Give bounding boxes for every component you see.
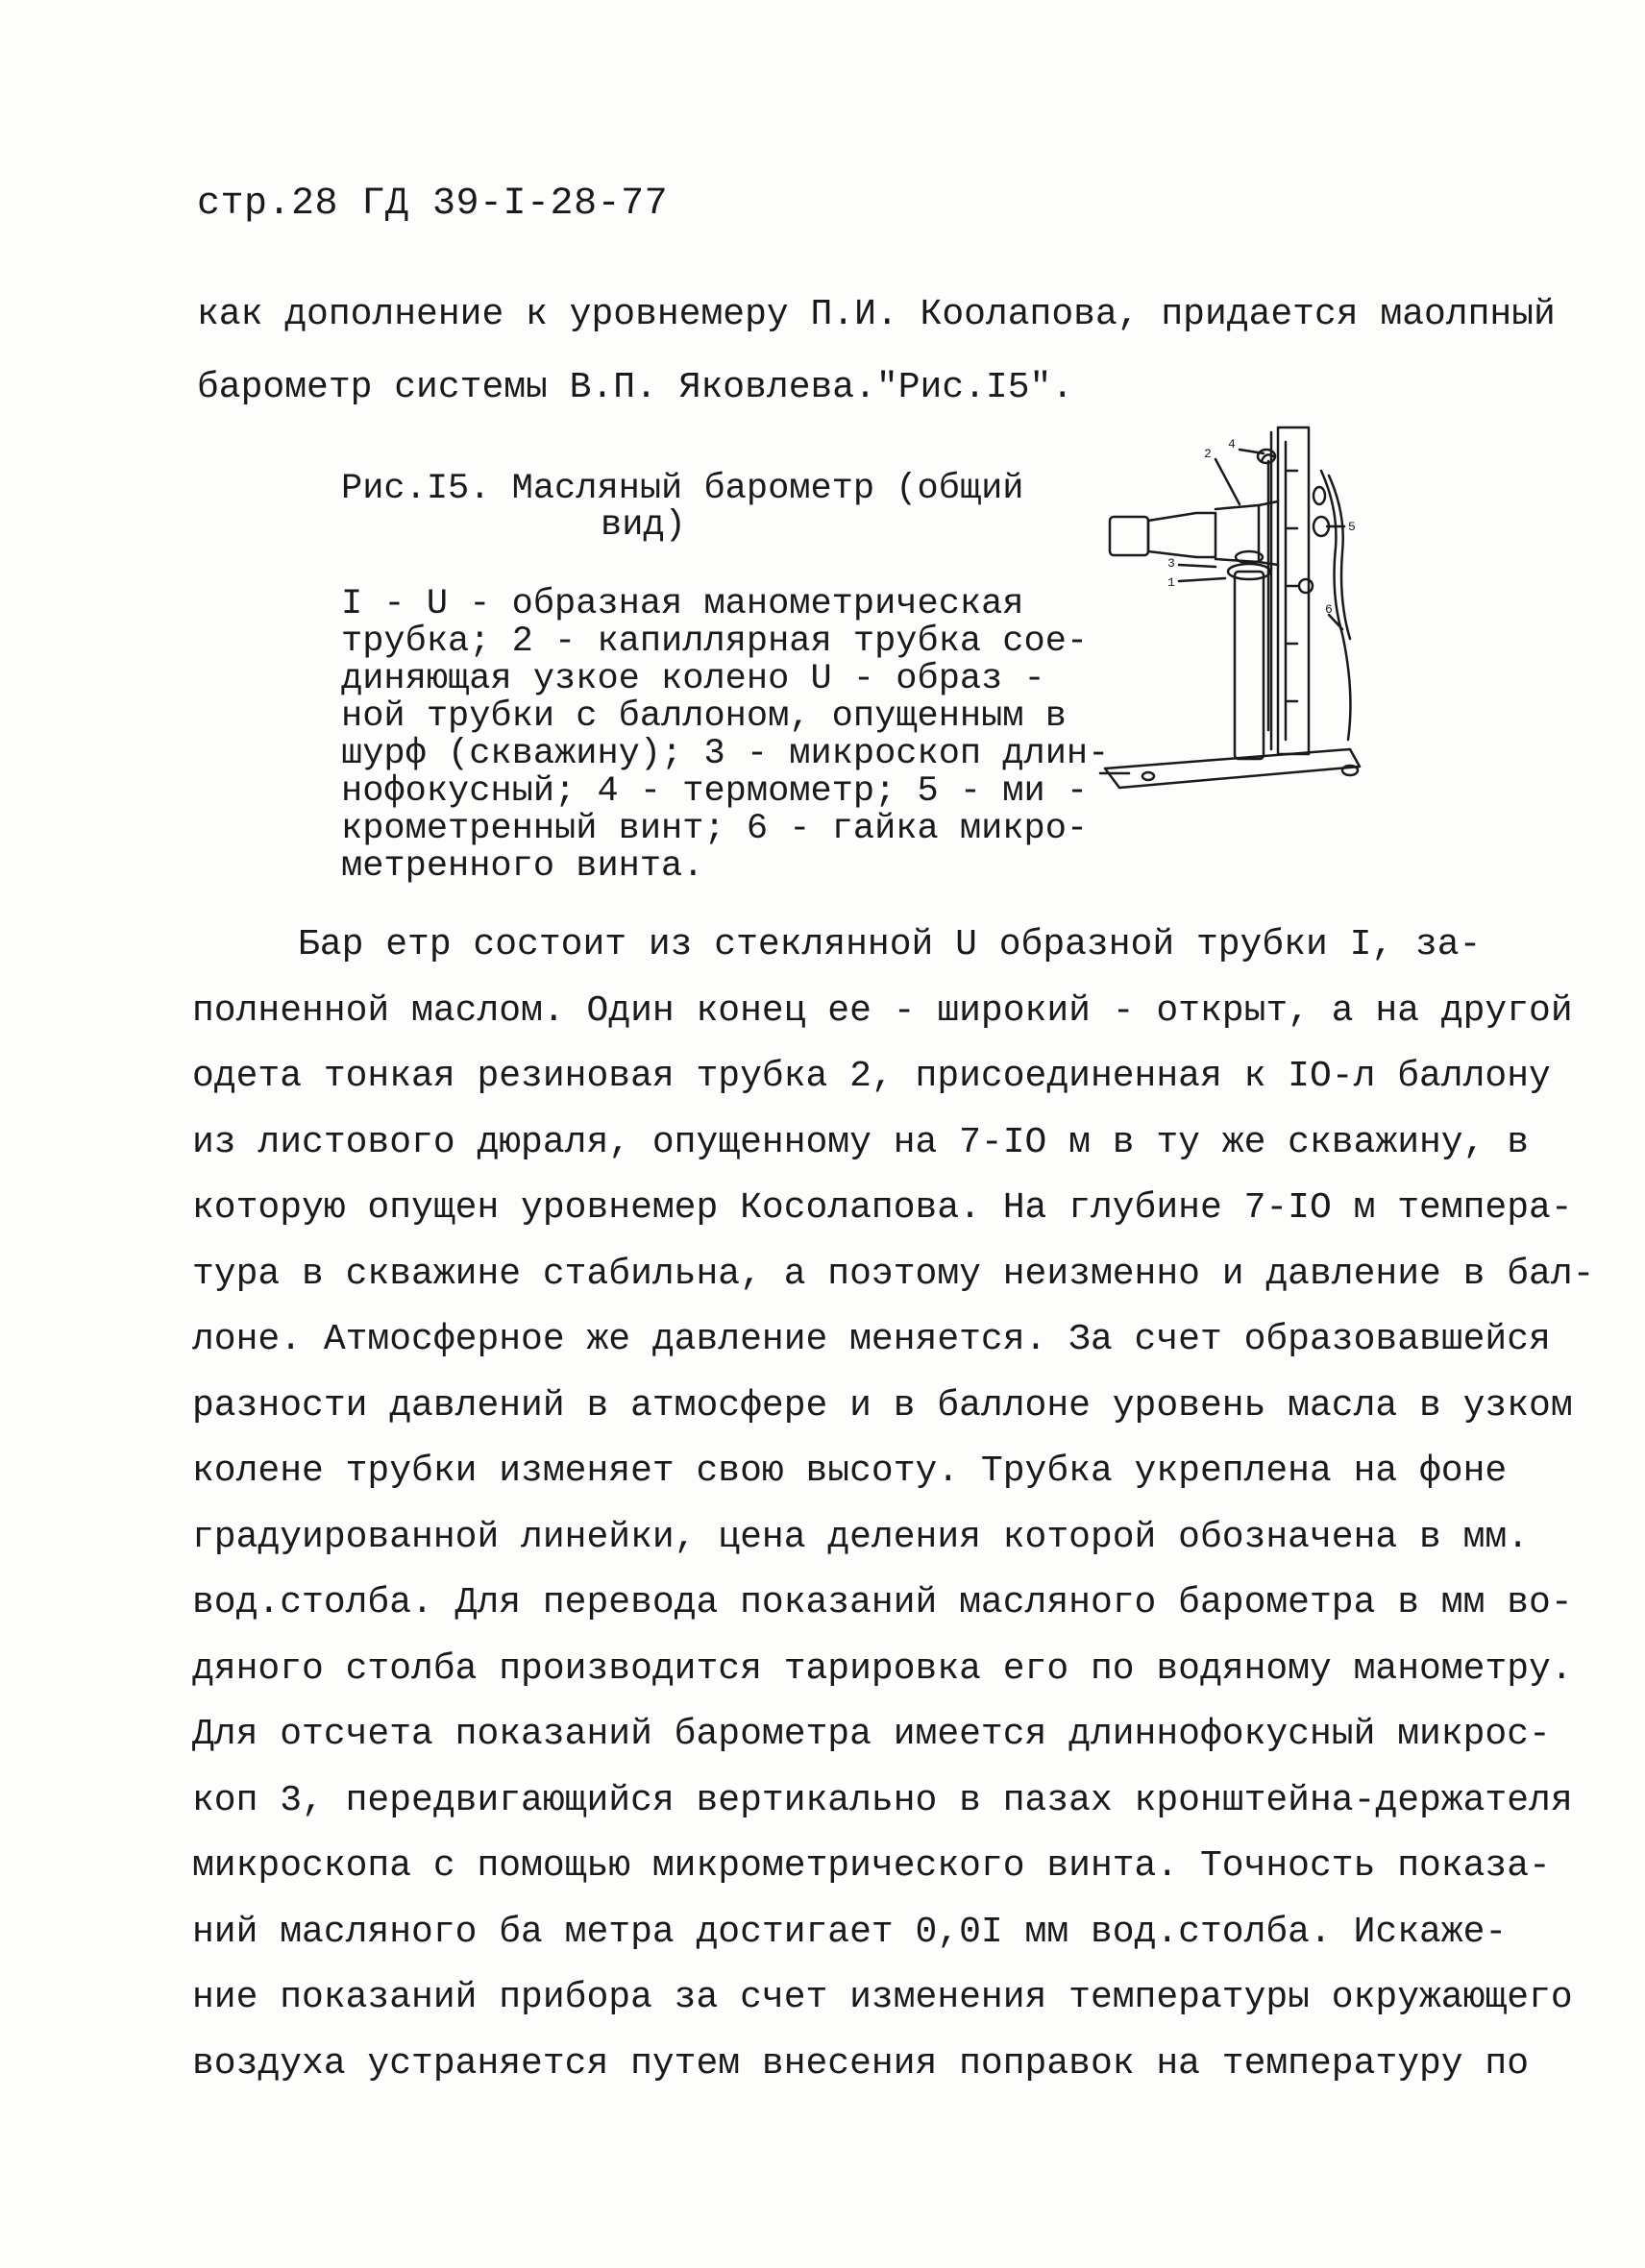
callout-label: 2: [1204, 447, 1212, 461]
body-line: которую опущен уровнемер Косолапова. На глубине 7-IO м темпера-: [192, 1187, 1573, 1229]
intro-line: барометр системы В.П. Яковлева."Рис.I5".: [197, 367, 1074, 408]
body-line: воздуха устраняется путем внесения поправок на температуру по: [192, 2042, 1530, 2085]
legend-line: диняющая узкое колено U - образ -: [341, 659, 1045, 699]
body-line: Для отсчета показаний барометра имеется длиннофокусный микрос-: [192, 1714, 1551, 1755]
legend-line: метренного винта.: [341, 846, 704, 887]
body-line: лоне. Атмосферное же давление меняется. За счет образовавшейся: [192, 1319, 1551, 1360]
legend-line: крометренный винт; 6 - гайка микро-: [341, 809, 1089, 849]
column-shape: [1235, 572, 1264, 759]
oil-barometer-drawing-icon: [1091, 413, 1379, 817]
callout-label: 4: [1228, 437, 1236, 451]
figure-caption-line: вид): [601, 505, 686, 546]
body-line: микроскопа с помощью микрометрического винта. Точность показа-: [192, 1845, 1551, 1887]
body-line: градуированной линейки, цена деления которой обозначена в мм.: [192, 1516, 1530, 1558]
body-line: дяного столба производится тарировка его по водяному манометру.: [192, 1647, 1573, 1690]
figure-caption: [341, 471, 1033, 544]
callout-label: 3: [1167, 556, 1175, 571]
body-line: коп 3, передвигающийся вертикально в пазах кронштейна-держателя: [192, 1779, 1573, 1821]
legend-line: I - U - образная манометрическая: [341, 584, 1024, 624]
body-line: разности давлений в атмосфере и в баллоне уровень масла в узком: [192, 1384, 1573, 1427]
body-line: одета тонкая резиновая трубка 2, присоединенная к IO-л баллону: [192, 1056, 1551, 1097]
scale-plate-shape: [1278, 427, 1309, 754]
body-line: тура в скважине стабильна, а поэтому неизменно и давление в бал-: [192, 1253, 1595, 1295]
callout-label: 6: [1325, 602, 1333, 617]
intro-line: как дополнение к уровнемеру П.И. Коолапова, придается маолпный: [197, 294, 1556, 335]
figure-caption-line: Рис.I5. Масляный барометр (общий: [341, 469, 1024, 509]
body-line: ние показаний прибора за счет изменения температуры окружающего: [192, 1977, 1573, 2018]
body-line: колене трубки изменяет свою высоту. Трубка укреплена на фоне: [192, 1451, 1508, 1492]
legend-line: шурф (скважину); 3 - микроскоп длин-: [341, 734, 1110, 774]
figure-legend: [341, 584, 1110, 887]
body-line: вод.столба. Для перевода показаний масляного барометра в мм во-: [192, 1582, 1573, 1623]
body-paragraph: [192, 913, 1595, 2097]
body-line: полненной маслом. Один конец ее - широкий - открыт, а на другой: [192, 989, 1573, 1032]
intro-paragraph: [197, 279, 1556, 425]
callout-label: 5: [1348, 520, 1356, 534]
body-line: Бар етр состоит из стеклянной U образной трубки I, за-: [298, 924, 1482, 965]
page-header: стр.28 ГД 39-I-28-77: [197, 183, 669, 226]
callout-label: 1: [1167, 575, 1175, 590]
microscope-eyepiece-shape: [1110, 517, 1148, 555]
legend-line: трубка; 2 - капиллярная трубка сое-: [341, 622, 1089, 662]
base-plate-shape: [1105, 749, 1360, 788]
body-line: ний масляного ба метра достигает 0,0I мм вод.столба. Искаже-: [192, 1911, 1508, 1953]
legend-line: нофокусный; 4 - термометр; 5 - ми -: [341, 771, 1089, 812]
legend-line: ной трубки с баллоном, опущенным в: [341, 696, 1067, 737]
body-line: из листового дюраля, опущенному на 7-IO м в ту же скважину, в: [192, 1121, 1530, 1163]
